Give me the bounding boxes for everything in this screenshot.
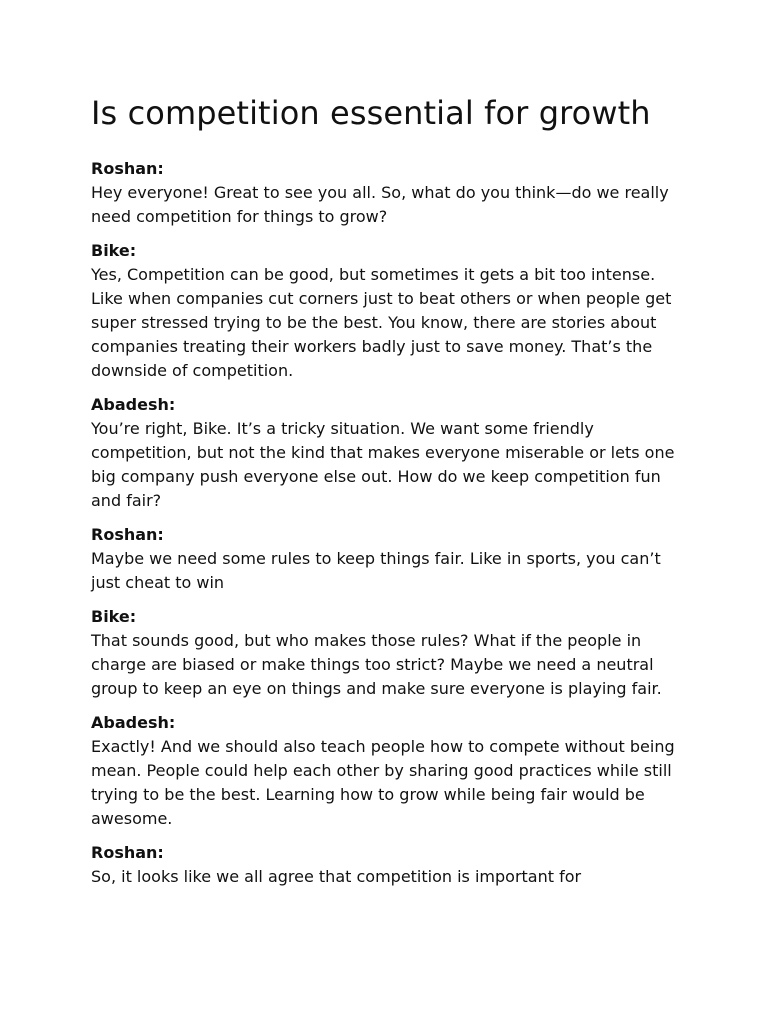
- speaker-name: Abadesh:: [91, 395, 176, 414]
- utterance-text: So, it looks like we all agree that competition is important for: [91, 867, 582, 886]
- dialogue-turn: [91, 239, 691, 383]
- speaker-name: Roshan:: [91, 525, 164, 544]
- utterance-text: You’re right, Bike. It’s a tricky situation. We want some friendly competition, but not the kind that makes everyone miserable or lets one big company push everyone else out. How do we keep competition fun and fair?: [91, 419, 675, 510]
- utterance-text: Exactly! And we should also teach people how to compete without being mean. People could help each other by sharing good practices while still trying to be the best. Learning how to grow while being fair would be awesome.: [91, 737, 675, 828]
- dialogue-turn: [91, 711, 691, 831]
- utterance-text: That sounds good, but who makes those rules? What if the people in charge are biased or make things too strict? Maybe we need a neutral group to keep an eye on things and make sure everyone is playing fair.: [91, 631, 662, 698]
- dialogue-turn: [91, 841, 691, 889]
- speaker-name: Bike:: [91, 607, 137, 626]
- utterance-text: Maybe we need some rules to keep things fair. Like in sports, you can’t just cheat to win: [91, 549, 661, 592]
- speaker-name: Abadesh:: [91, 713, 176, 732]
- document-page: [91, 92, 691, 899]
- utterance-text: Yes, Competition can be good, but sometimes it gets a bit too intense. Like when companies cut corners just to beat others or when people get super stressed trying to be the best. You know, there are stories about companies treating their workers badly just to save money. That’s the downside of competition.: [91, 265, 672, 380]
- dialogue-turn: [91, 605, 691, 701]
- dialogue-turn: [91, 523, 691, 595]
- speaker-name: Roshan:: [91, 843, 164, 862]
- document-title: Is competition essential for growth: [91, 94, 651, 132]
- speaker-name: Roshan:: [91, 159, 164, 178]
- utterance-text: Hey everyone! Great to see you all. So, what do you think—do we really need competition for things to grow?: [91, 183, 669, 226]
- speaker-name: Bike:: [91, 241, 137, 260]
- dialogue-turn: [91, 393, 691, 513]
- dialogue-turn: [91, 157, 691, 229]
